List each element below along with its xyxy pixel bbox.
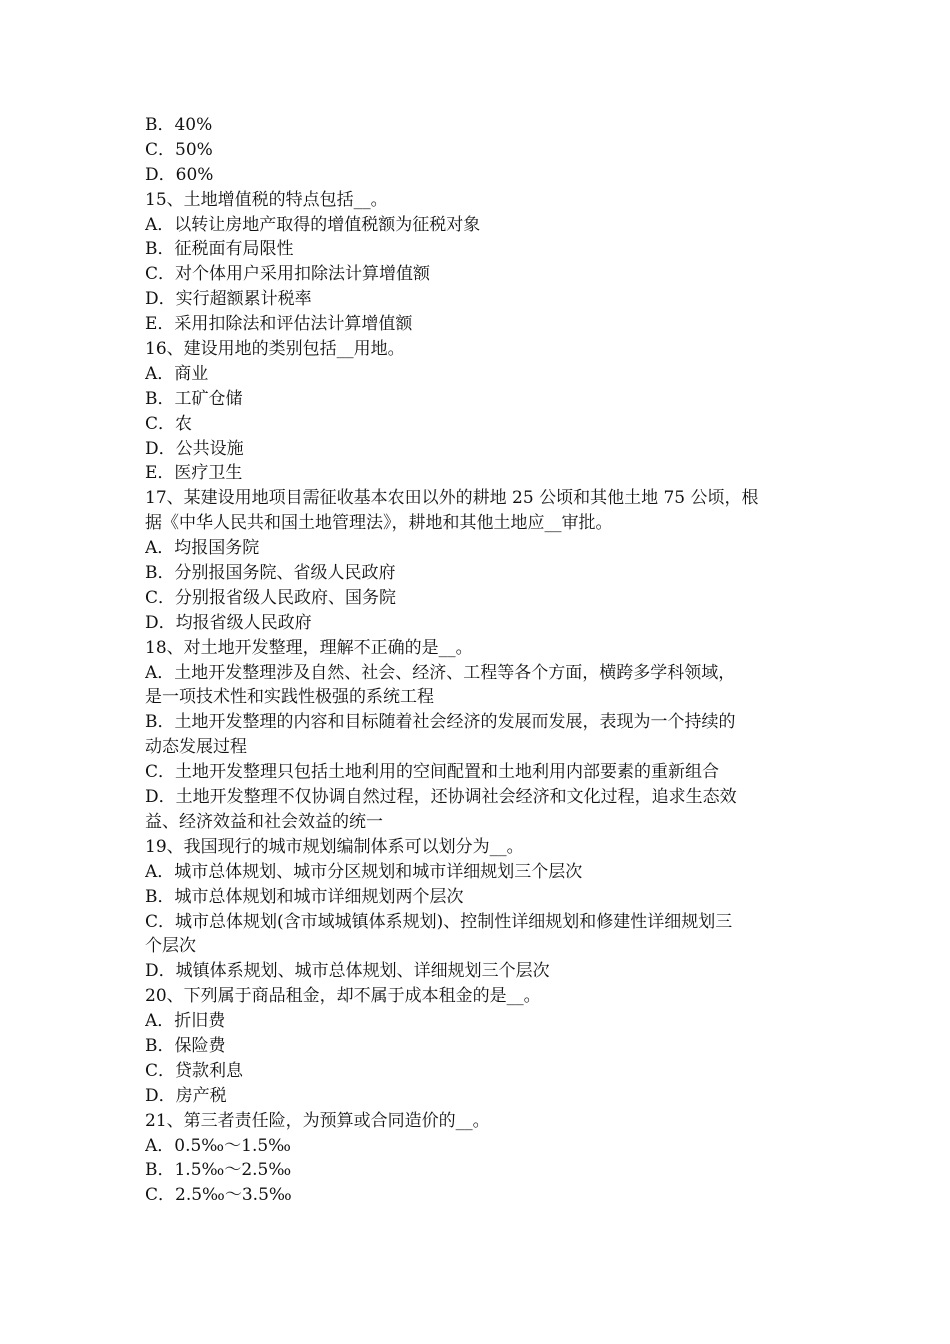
text-line: B．征税面有局限性 [145, 239, 294, 260]
text-line: E．采用扣除法和评估法计算增值额 [145, 314, 413, 335]
text-line: D．公共设施 [145, 438, 244, 459]
text-line: D．城镇体系规划、城市总体规划、详细规划三个层次 [145, 961, 550, 982]
text-line: A．0.5‰～1.5‰ [145, 1135, 291, 1156]
text-line: A．土地开发整理涉及自然、社会、经济、工程等各个方面，横跨多学科领域， [145, 662, 736, 683]
text-line: A．商业 [145, 363, 209, 384]
text-line: 据《中华人民共和国土地管理法》，耕地和其他土地应__审批。 [145, 513, 613, 534]
text-line: C．农 [145, 413, 193, 434]
text-line: A．城市总体规划、城市分区规划和城市详细规划三个层次 [145, 861, 583, 882]
text-line: A．折旧费 [145, 1011, 226, 1032]
text-line: C．贷款利息 [145, 1060, 244, 1081]
text-line: B．城市总体规划和城市详细规划两个层次 [145, 886, 464, 907]
text-line: D．均报省级人民政府 [145, 612, 312, 633]
text-line: B．保险费 [145, 1035, 226, 1056]
document-body [145, 113, 815, 1208]
text-line: B．土地开发整理的内容和目标随着社会经济的发展而发展，表现为一个持续的 [145, 712, 736, 733]
text-line: 21、第三者责任险，为预算或合同造价的__。 [145, 1110, 490, 1131]
text-line: 19、我国现行的城市规划编制体系可以划分为__。 [145, 836, 524, 857]
text-line: B．40% [145, 115, 213, 135]
text-line: E．医疗卫生 [145, 463, 243, 484]
text-line: C．城市总体规划(含市域城镇体系规划)、控制性详细规划和修建性详细规划三 [145, 911, 733, 932]
text-line: C．分别报省级人民政府、国务院 [145, 587, 397, 608]
text-line: 16、建设用地的类别包括__用地。 [145, 339, 405, 360]
text-line: 18、对土地开发整理，理解不正确的是__。 [145, 637, 473, 658]
text-line: D．实行超额累计税率 [145, 289, 312, 310]
text-line: D．土地开发整理不仅协调自然过程，还协调社会经济和文化过程，追求生态效 [145, 787, 737, 808]
text-line: D．房产税 [145, 1085, 227, 1106]
text-line: D．60% [145, 164, 214, 185]
text-line: B．分别报国务院、省级人民政府 [145, 563, 396, 584]
text-line: C．2.5‰～3.5‰ [145, 1185, 292, 1206]
text-line: 15、土地增值税的特点包括__。 [145, 189, 388, 210]
text-line: A．以转让房地产取得的增值税额为征税对象 [145, 214, 481, 235]
text-line: 益、经济效益和社会效益的统一 [145, 811, 383, 832]
text-line: 20、下列属于商品租金，却不属于成本租金的是__。 [145, 986, 541, 1007]
text-line: 是一项技术性和实践性极强的系统工程 [145, 687, 434, 708]
text-line: 17、某建设用地项目需征收基本农田以外的耕地 25 公顷和其他土地 75 公顷，根 [145, 488, 759, 509]
text-line: B．工矿仓储 [145, 388, 243, 409]
text-line: C．50% [145, 139, 213, 160]
text-line: B．1.5‰～2.5‰ [145, 1160, 292, 1181]
text-line: 动态发展过程 [145, 737, 247, 758]
text-line: C．对个体用户采用扣除法计算增值额 [145, 264, 431, 285]
text-line: 个层次 [145, 936, 196, 957]
text-line: C．土地开发整理只包括土地利用的空间配置和土地利用内部要素的重新组合 [145, 762, 720, 783]
text-line: A．均报国务院 [145, 538, 260, 559]
